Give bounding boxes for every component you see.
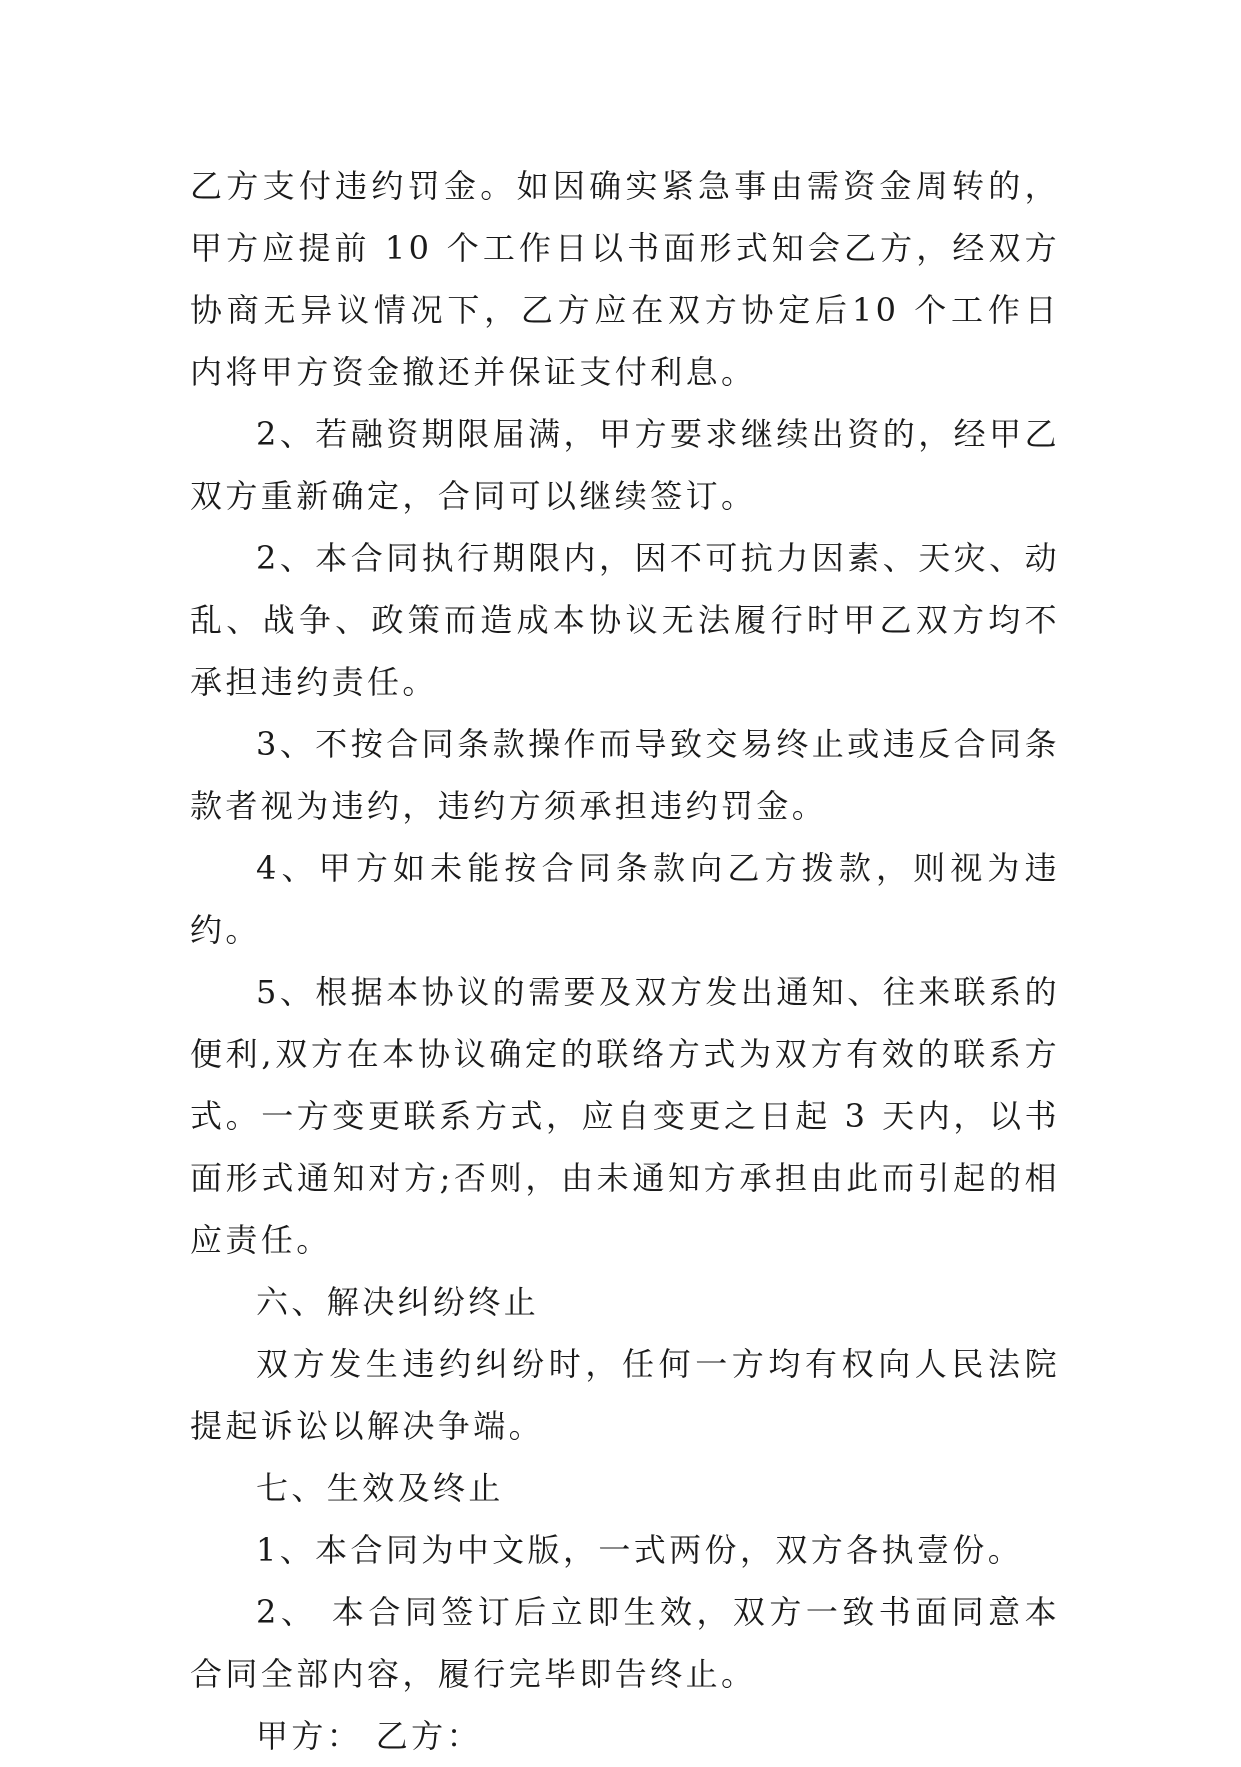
paragraph-breach-definition: 3、不按合同条款操作而导致交易终止或违反合同条款者视为违约，违约方须承担违约罚金。 [190, 725, 1060, 825]
paragraph-copies: 1、本合同为中文版，一式两份，双方各执壹份。 [256, 1531, 1024, 1569]
paragraph-dispute-resolution: 双方发生违约纠纷时，任何一方均有权向人民法院提起诉讼以解决争端。 [190, 1345, 1060, 1445]
paragraph-payment-breach: 4、甲方如未能按合同条款向乙方拨款，则视为违约。 [190, 849, 1060, 949]
document-page [190, 155, 1060, 1767]
section-heading-effect: 七、生效及终止 [256, 1469, 504, 1507]
paragraph-effective-date: 2、 本合同签订后立即生效，双方一致书面同意本合同全部内容，履行完毕即告终止。 [190, 1593, 1060, 1693]
section-heading-dispute: 六、解决纠纷终止 [256, 1283, 540, 1321]
paragraph-term-renewal: 2、若融资期限届满，甲方要求继续出资的，经甲乙双方重新确定，合同可以继续签订。 [190, 415, 1060, 515]
paragraph-payment-terms: 乙方支付违约罚金。如因确实紧急事由需资金周转的，甲方应提前 10 个工作日以书面形式知会乙方，经双方协商无异议情况下，乙方应在双方协定后10 个工作日内将甲方资金撤还并保证支付利息。 [190, 167, 1060, 391]
paragraph-force-majeure: 2、本合同执行期限内，因不可抗力因素、天灾、动乱、战争、政策而造成本协议无法履行时甲乙双方均不承担违约责任。 [190, 539, 1060, 701]
signature-line: 甲方： 乙方： [256, 1717, 482, 1755]
paragraph-contact-methods: 5、根据本协议的需要及双方发出通知、往来联系的便利,双方在本协议确定的联络方式为双方有效的联系方式。一方变更联系方式，应自变更之日起 3 天内，以书面形式通知对方;否则，由未通知方承担由此而引起的相应责任。 [190, 973, 1060, 1259]
